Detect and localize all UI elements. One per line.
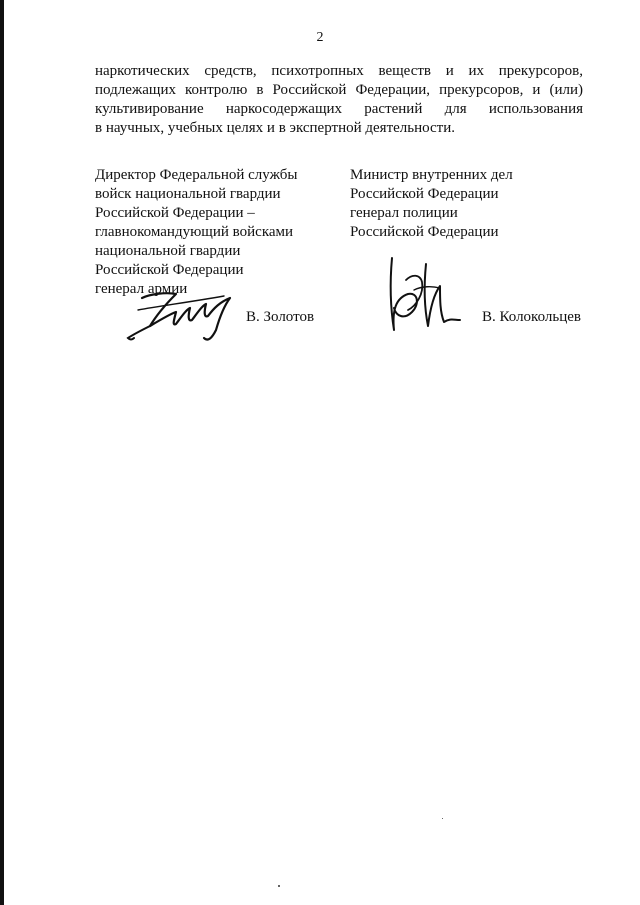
right-signer-name: В. Колокольцев [482,309,581,325]
left-handwritten-signature [120,276,250,346]
body-paragraph [95,62,583,138]
left-signer-title-line: национальной гвардии [95,243,241,259]
right-signer-title-line: Российской Федерации [350,224,499,240]
left-signer-title-line: генерал армии [95,281,188,297]
right-signer-title-line: генерал полиции [350,205,458,221]
left-signer-title-line: войск национальной гвардии [95,186,281,202]
scan-speck [278,885,280,887]
page-number: 2 [316,30,324,45]
left-signer-title-line: Российской Федерации – [95,205,255,221]
left-signer-title-line: Российской Федерации [95,262,244,278]
left-signer-name: В. Золотов [246,309,315,325]
paragraph-line: подлежащих контролю в Российской Федерации, прекурсоров, и (или) [95,82,583,98]
paragraph-line: наркотических средств, психотропных веществ и их прекурсоров, [95,63,583,79]
right-signer-title-line: Министр внутренних дел [350,167,513,183]
paragraph-line: в научных, учебных целях и в экспертной деятельности. [95,120,455,136]
scan-speck [442,818,443,819]
left-signer-title-line: главнокомандующий войсками [95,224,294,240]
right-signer-title [350,166,590,242]
right-signer-title-line: Российской Федерации [350,186,499,202]
left-signer-title-line: Директор Федеральной службы [95,167,298,183]
right-handwritten-signature [378,250,468,340]
scan-left-edge [0,0,4,905]
paragraph-line: культивирование наркосодержащих растений для использования [95,101,583,117]
